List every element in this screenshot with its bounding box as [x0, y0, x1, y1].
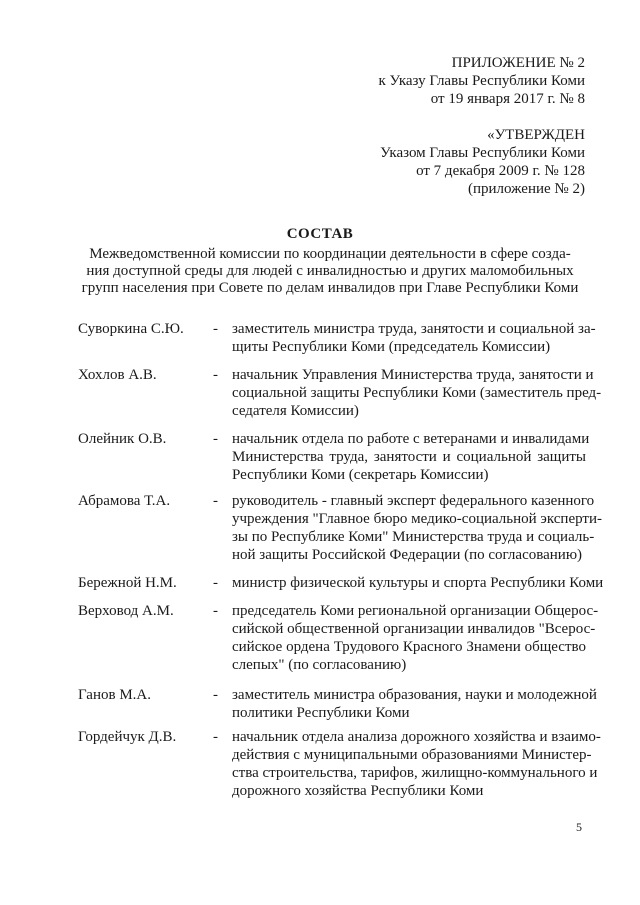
role-line: заместитель министра образования, науки и молодежной — [232, 687, 597, 703]
member-dash: - — [213, 367, 218, 383]
member-name: Хохлов А.В. — [78, 367, 157, 383]
member-row — [0, 574, 640, 592]
role-line: Республики Коми (секретарь Комиссии) — [232, 467, 489, 483]
member-row — [0, 320, 640, 355]
member-dash: - — [213, 431, 218, 447]
member-name: Суворкина С.Ю. — [78, 321, 184, 337]
member-role — [232, 574, 604, 592]
approved-line: от 7 декабря 2009 г. № 128 — [416, 163, 585, 179]
role-line: дорожного хозяйства Республики Коми — [232, 783, 484, 799]
member-row — [0, 686, 640, 721]
role-line: сийское ордена Трудового Красного Знамени общество — [232, 639, 586, 655]
member-row — [0, 492, 640, 563]
appendix-header — [378, 54, 585, 108]
appendix-line: к Указу Главы Республики Коми — [378, 73, 585, 89]
document-title: СОСТАВ — [286, 226, 354, 242]
role-line: ной защиты Российской Федерации (по согласованию) — [232, 547, 583, 563]
member-role — [232, 602, 599, 674]
role-line: заместитель министра труда, занятости и социальной за- — [232, 321, 596, 337]
member-row — [0, 366, 640, 419]
role-line: учреждения "Главное бюро медико-социальной эксперти- — [232, 511, 602, 527]
member-dash: - — [213, 687, 218, 703]
role-line: ства строительства, тарифов, жилищно-коммунального и — [232, 765, 598, 781]
member-row — [0, 430, 640, 483]
member-dash: - — [213, 729, 218, 745]
role-line: руководитель - главный эксперт федерального казенного — [232, 493, 595, 509]
subtitle-line: ния доступной среды для людей с инвалидностью и других маломобильных — [86, 263, 574, 279]
subtitle-line: групп населения при Совете по делам инвалидов при Главе Республики Коми — [81, 280, 579, 296]
approved-header — [380, 126, 585, 198]
approved-line: (приложение № 2) — [467, 181, 585, 197]
member-name: Верховод А.М. — [78, 603, 174, 619]
member-role — [232, 430, 590, 484]
member-dash: - — [213, 321, 218, 337]
member-role — [232, 320, 596, 356]
subtitle-line: Межведомственной комиссии по координации деятельности в сфере созда- — [89, 246, 571, 262]
role-line: сийской общественной организации инвалидов "Всерос- — [232, 621, 596, 637]
approved-line: Указом Главы Республики Коми — [380, 145, 585, 161]
appendix-line: ПРИЛОЖЕНИЕ № 2 — [451, 55, 585, 71]
member-name: Гордейчук Д.В. — [78, 729, 177, 745]
member-name: Бережной Н.М. — [78, 575, 177, 591]
role-line: начальник Управления Министерства труда, занятости и — [232, 367, 594, 383]
document-subtitle — [60, 246, 600, 297]
member-role — [232, 492, 602, 564]
role-line: начальник отдела по работе с ветеранами и инвалидами — [232, 431, 590, 447]
role-line: Министерства труда, занятости и социальной защиты — [232, 449, 586, 465]
role-line: зы по Республике Коми" Министерства труда и социаль- — [232, 529, 595, 545]
member-dash: - — [213, 603, 218, 619]
member-dash: - — [213, 493, 218, 509]
role-line: председатель Коми региональной организации Общерос- — [232, 603, 599, 619]
member-row — [0, 602, 640, 673]
role-line: слепых" (по согласованию) — [232, 657, 407, 673]
role-line: щиты Республики Коми (председатель Комиссии) — [232, 339, 551, 355]
role-line: седателя Комиссии) — [232, 403, 359, 419]
member-role — [232, 366, 602, 420]
member-dash: - — [213, 575, 218, 591]
page-number: 5 — [576, 820, 582, 834]
member-role — [232, 728, 601, 800]
role-line: политики Республики Коми — [232, 705, 410, 721]
member-name: Олейник О.В. — [78, 431, 167, 447]
role-line: начальник отдела анализа дорожного хозяйства и взаимо- — [232, 729, 601, 745]
appendix-line: от 19 января 2017 г. № 8 — [430, 91, 585, 107]
member-role — [232, 686, 597, 722]
role-line: социальной защиты Республики Коми (заместитель пред- — [232, 385, 602, 401]
member-row — [0, 728, 640, 799]
member-name: Абрамова Т.А. — [78, 493, 171, 509]
role-line: действия с муниципальными образованиями Министер- — [232, 747, 592, 763]
role-line: министр физической культуры и спорта Республики Коми — [232, 575, 604, 591]
approved-line: «УТВЕРЖДЕН — [487, 127, 585, 143]
member-name: Ганов М.А. — [78, 687, 151, 703]
